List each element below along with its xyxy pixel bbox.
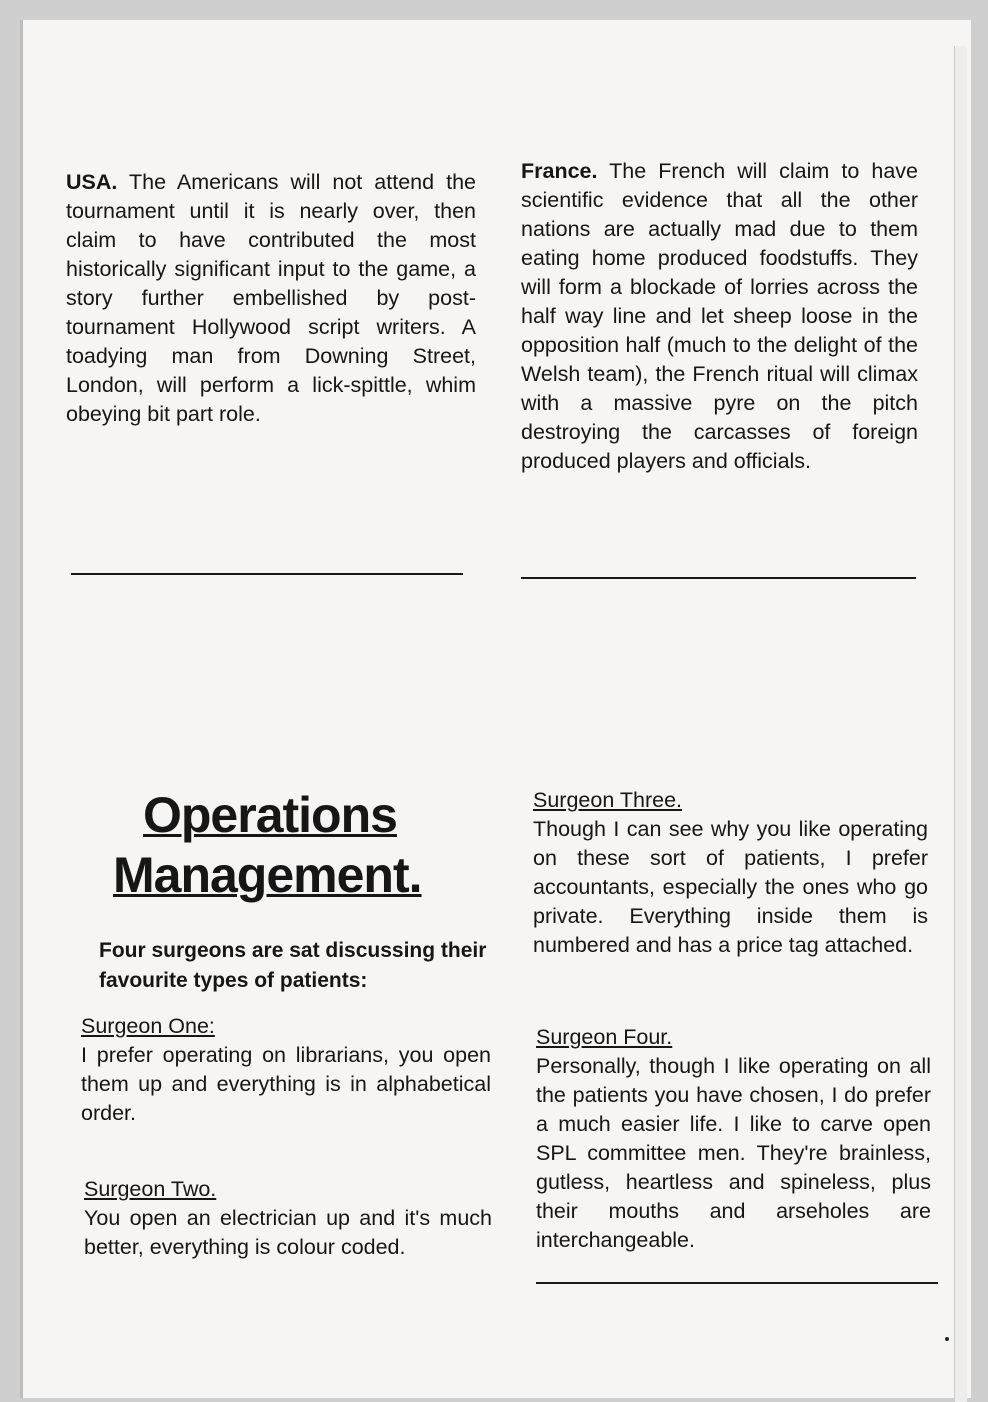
operations-intro: Four surgeons are sat discussing their favourite types of patients: [99, 939, 487, 992]
surgeon-one [81, 1012, 491, 1128]
operations-title-line2: Management. [113, 847, 422, 903]
usa-label: USA. [66, 170, 118, 194]
surgeon-one-text: I prefer operating on librarians, you open them up and everything is in alphabetical order. [81, 1043, 491, 1125]
page-mark [945, 1337, 949, 1341]
surgeon-three-heading: Surgeon Three. [533, 788, 683, 812]
surgeon-four-heading: Surgeon Four. [536, 1025, 673, 1049]
surgeon-three [533, 786, 928, 960]
surgeon-two-heading: Surgeon Two. [84, 1177, 217, 1201]
surgeon-two-text: You open an electrician up and it's much better, everything is colour coded. [84, 1206, 492, 1259]
operations-title-line1: Operations [143, 787, 397, 843]
surgeon-three-text: Though I can see why you like operating on these sort of patients, I prefer accountants, especially the ones who go private. Everything inside them is numbered and has a price tag attached. [533, 817, 928, 957]
usa-text: The Americans will not attend the tournament until it is nearly over, then claim to have contributed the most historically significant input to the game, a story further embellished by post-tournament Hollywood script writers. A toadying man from Downing Street, London, will perform a lick-spittle, whim obeying bit part role. [66, 170, 476, 426]
surgeon-four-text: Personally, though I like operating on all the patients you have chosen, I do prefer a much easier life. I like to carve open SPL committee men. They're brainless, gutless, heartless and spineless, plus their mouths and arseholes are interchangeable. [536, 1054, 931, 1252]
surgeon-four-divider [536, 1282, 938, 1284]
surgeon-two [84, 1175, 492, 1262]
france-label: France. [521, 159, 598, 183]
france-text: The French will claim to have scientific evidence that all the other nations are actually mad due to them eating home produced foodstuffs. They will form a blockade of lorries across the half way line and let sheep loose in the opposition half (much to the delight of the Welsh team), the French ritual will climax with a massive pyre on the pitch destroying the carcasses of foreign produced players and officials. [521, 159, 918, 473]
operations-title [113, 785, 422, 905]
usa-divider [71, 573, 463, 575]
france-divider [521, 577, 916, 579]
usa-paragraph [66, 168, 476, 429]
magazine-page [20, 20, 971, 1398]
france-paragraph [521, 157, 918, 476]
surgeon-four [536, 1023, 931, 1255]
surgeon-one-heading: Surgeon One: [81, 1014, 215, 1038]
page-edge [954, 46, 967, 1402]
